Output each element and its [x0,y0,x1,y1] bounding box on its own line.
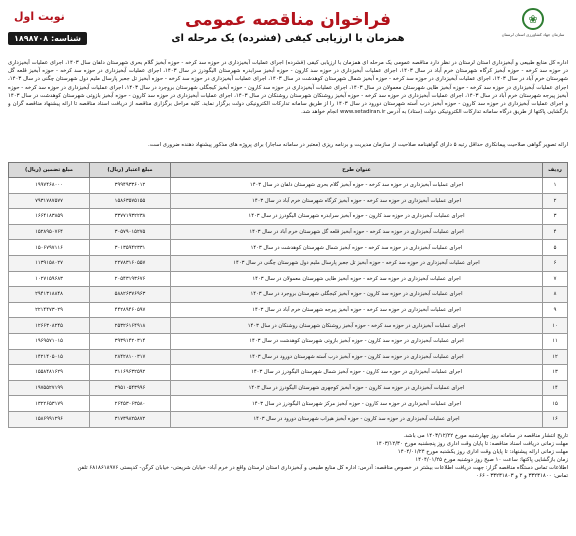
notice-subtitle: همزمان با ارزیابی کیفی (فشرده) یک مرحله ای [171,33,405,44]
project-title: اجرای عملیات آبخیزداری در حوزه سد کرخه - حوزه آبخیز گلام بحری شهرستان دلفان در سال ۱۴۰۳ [171,178,543,194]
table-row [9,255,568,271]
credit-amount: ۲۶۴۵۳۰۶۳۵۸۰ [90,396,171,412]
project-title: اجرای عملیات آبخیزداری در حوزه سد کارون - حوزه آبخیز هیراب شهرستان دورود در سال ۱۴۰۳ [171,411,543,427]
notice-header [8,8,568,56]
table-row [9,209,568,225]
row-number: ۱۳ [543,365,568,381]
guarantee-amount: ۲۲۱۴۴۷۳۰۲۹ [9,302,90,318]
projects-table [8,162,568,428]
project-title: اجرای عملیات آبخیزداری در حوزه سد کارون - حوزه آبخیز کیجگلی شهرستان بروجرد در سال ۱۴۰۳ [171,287,543,303]
guarantee-amount: ۱۳۲۲۶۵۳۱۷۹ [9,396,90,412]
project-title: اجرای عملیات آبخیزداری در حوزه سد کارون - حوزه آبخیز سرابدره شهرستان الیگودرز در سال ۱۴۰۳ [171,209,543,225]
notice-id-badge: شناسه: ۱۸۹۸۷۰۸ [8,32,87,45]
footer-line-opening-date: زمان بازگشایی پاکتها: ساعت ۱۰ صبح روز دوشنبه مورخ ۱۴۰۴/۰۱/۲۵ [415,456,568,463]
table-row [9,333,568,349]
turn-label: نوبت اول [14,10,65,23]
project-title: اجرای عملیات آبخیزداری در حوزه سد کرخه - حوزه آبخیز شمال شهرستان کوهدشت در سال ۱۴۰۳ [171,240,543,256]
project-title: اجرای عملیات آبخیزداری در حوزه سد کرخه - حوزه آبخیز پیرجه شهرستان خرم آباد در سال ۱۴۰۳ [171,302,543,318]
intro-paragraph: اداره کل منابع طبیعی و آبخیزداری استان لرستان در نظر دارد مناقصه عمومی یک مرحله ای همزمان با ارزیابی کیفی (فشرده) اجرای عملیات آبخیزداری در حوزه سد کرخه - حوزه آبخیز گلام بحری شهرستان دلفان سال ۱۴۰۳، اجرای عملیات آبخیزداری در حوزه سد کرخه - حوزه آبخیز کرگاه شهرستان خرم آباد در سال ۱۴۰۳، اجرای عملیات آبخیزداری در حوزه سد کارون - حوزه آبخیز سرابدره شهرستان الیگودرز در سال ۱۴۰۳، اجرای عملیات آبخیزداری در حوزه سد کرخه - حوزه آبخیز قلعه گل شهرستان خرم آباد در سال ۱۴۰۳، اجرای عملیات آبخیزداری در حوزه سد کرخه - حوزه آبخیز شمال شهرستان کوهدشت در سال ۱۴۰۳، اجرای عملیات آبخیزداری در حوزه سد کرخه - حوزه آبخیز تل جعبر پارسال ملیم دول شهرستان چگنی در سال ۱۴۰۳، اجرای عملیات آبخیزداری در حوزه سد کرخه - حوزه آبخیز طایی شهرستان معمولان در سال ۱۴۰۳، اجرای عملیات آبخیزداری در حوزه سد کارون - حوزه آبخیز کیجگلی شهرستان بروجرد در سال ۱۴۰۳، اجرای عملیات آبخیزداری در حوزه سد کرخه - حوزه آبخیز پیرجه شهرستان خرم آباد در سال ۱۴۰۳، اجرای عملیات آبخیزداری در حوزه سد کرخه - حوزه آبخیز روشنکان شهرستان روشنکان در سال ۱۴۰۳، اجرای عملیات آبخیزداری در حوزه سد کارون - حوزه آبخیز بازوتی شهرستان کوهدشت در سال ۱۴۰۳ و اجرای عملیات آبخیزداری در حوزه سد کارون - حوزه آبخیز درب آسته شهرستان دورود در سال ۱۴۰۳ را از طریق سامانه تدارکات الکترونیکی دولت برگزار نماید. کلیه مراحل برگزاری مناقصه از دریافت اسناد مناقصه تا ارائه پیشنهاد مناقصه گران و بازگشایی پاکتها از طریق درگاه سامانه تدارکات الکترونیکی دولت (ستاد) به آدرس www.setadiran.ir انجام خواهد شد. [8,60,568,116]
table-row [9,380,568,396]
project-title: اجرای عملیات آبخیزداری در حوزه سد کرخه - حوزه آبخیز روشنکان شهرستان روشنکان در سال ۱۴۰۳ [171,318,543,334]
table-row [9,302,568,318]
guarantee-amount: ۱۴۲۱۴۰۵۰۱۵ [9,349,90,365]
credit-amount: ۴۴۲۸۹۴۶۰۵۹۷ [90,302,171,318]
credit-amount: ۱۵۸۶۳۵۷۵۱۵۵ [90,193,171,209]
guarantee-amount: ۱۹۹۷۴۶۸۰۰۰ [9,178,90,194]
footer-line-contact: اطلاعات تماس دستگاه مناقصه گزار: جهت دریافت اطلاعات بیشتر در خصوص مناقصه: آدرس: اداره کل منابع طبیعی و آبخیزداری استان لرستان واقع در خرم آباد- خیابان شریعتی- خیابان کرگن- کدپستی ۶۸۱۸۶۱۸۹۷۶ تلفن [77,464,568,471]
notice-title: فراخوان مناقصه عمومی [184,10,392,30]
row-number: ۱۶ [543,411,568,427]
credit-amount: ۲۵۳۲۶۱۶۴۹۱۸ [90,318,171,334]
credit-amount: ۳۰۵۷۹۰۱۵۲۷۵ [90,224,171,240]
table-row [9,271,568,287]
guarantee-amount: ۱۵۵۸۴۸۱۶۲۹ [9,365,90,381]
notice-footer [8,432,568,480]
row-number: ۷ [543,271,568,287]
row-number: ۱۴ [543,380,568,396]
table-row [9,178,568,194]
credit-amount: ۳۹۹۴۹۳۳۶۰۱۲ [90,178,171,194]
tender-notice-page [8,8,568,520]
table-row [9,193,568,209]
row-number: ۹ [543,302,568,318]
footer-line-doc-deadline: مهلت زمانی دریافت اسناد مناقصه: تا پایان وقت اداری روز پنجشنبه مورخ ۱۴۰۳/۱۲/۳۰ [376,440,568,447]
row-number: ۱۵ [543,396,568,412]
footer-line-publish-date: تاریخ انتشار مناقصه در سامانه روز چهارشنبه مورخ ۱۴۰۳/۱۲/۲۲ می باشد. [403,432,568,439]
col-credit-amount: مبلغ اعتبار (ریال) [90,163,171,178]
row-number: ۲ [543,193,568,209]
guarantee-amount: ۱۵۰۶۷۹۷۱۱۶ [9,240,90,256]
guarantee-amount: ۱۵۲۸۹۵۰۷۶۴ [9,224,90,240]
table-row [9,365,568,381]
row-number: ۱۲ [543,349,568,365]
row-number: ۳ [543,209,568,225]
table-header-row [9,163,568,178]
table-row [9,411,568,427]
guarantee-amount: ۱۲۶۶۳۰۸۲۴۵ [9,318,90,334]
footer-line-bid-deadline: مهلت زمانی ارائه پیشنهاد: تا پایان وقت اداری روز یکشنبه مورخ ۱۴۰۴/۰۱/۲۴ [397,448,568,455]
credit-amount: ۲۰۵۴۳۱۹۳۶۷۶ [90,271,171,287]
table-row [9,318,568,334]
credit-amount: ۳۱۱۶۹۶۳۲۵۹۲ [90,365,171,381]
col-guarantee-amount: مبلغ تضمین (ریال) [9,163,90,178]
guarantee-amount: ۱۹۷۵۵۲۷۱۹۹ [9,380,90,396]
guarantee-amount: ۱۹۶۹۵۷۱۰۱۵ [9,333,90,349]
project-title: اجرای عملیات آبخیزداری در حوزه سد کارون - حوزه آبخیز درب آسته شهرستان دورود در سال ۱۴۰۳ [171,349,543,365]
guarantee-amount: ۲۹۴۱۳۱۸۸۴۸ [9,287,90,303]
guarantee-amount: ۱۵۸۶۹۹۱۲۹۶ [9,411,90,427]
credit-amount: ۳۰۱۳۵۹۴۲۳۳۱ [90,240,171,256]
row-number: ۱۱ [543,333,568,349]
project-title: اجرای عملیات آبخیزداری در حوزه سد کارون - حوزه آبخیز شمال شهرستان الیگودرز در سال ۱۴۰۳ [171,365,543,381]
col-project-title: عنوان طرح [171,163,543,178]
project-title: اجرای عملیات آبخیزداری در حوزه سد کارون - حوزه آبخیز مرکز شهرستان الیگودرز در سال ۱۴۰۳ [171,396,543,412]
col-row-number: ردیف [543,163,568,178]
credit-amount: ۲۲۷۸۳۱۶۰۵۵۷ [90,255,171,271]
organization-name: سازمان جهاد کشاورزی استان لرستان [501,32,565,37]
credit-amount: ۳۱۷۳۹۸۲۵۸۷۲ [90,411,171,427]
row-number: ۱۰ [543,318,568,334]
guarantee-amount: ۱۶۶۴۱۸۳۸۵۹ [9,209,90,225]
credit-amount: ۳۹۵۱۰۵۴۳۹۹۶ [90,380,171,396]
project-title: اجرای عملیات آبخیزداری در حوزه سد کرخه - حوزه آبخیز تل جعبر پارسال ملیم دول شهرستان چگنی در سال ۱۴۰۳ [171,255,543,271]
credit-amount: ۲۸۴۲۸۱۰۰۳۱۷ [90,349,171,365]
project-title: اجرای عملیات آبخیزداری در حوزه سد کارون - حوزه آبخیز کوجهری شهرستان الیگودرز در سال ۱۴۰۳ [171,380,543,396]
table-row [9,349,568,365]
project-title: اجرای عملیات آبخیزداری در حوزه سد کرخه - حوزه آبخیز کرگاه شهرستان خرم آباد در سال ۱۴۰۳ [171,193,543,209]
credit-amount: ۳۳۷۷۱۹۳۲۲۳۸ [90,209,171,225]
row-number: ۴ [543,224,568,240]
guarantee-amount: ۱۱۳۹۱۵۸۰۲۷ [9,255,90,271]
jahad-emblem-icon: ❀ [522,8,544,30]
footer-line-phone: تماس: ۳۳۲۳۱۸۰۰ و ۲ و ۳۳۲۳۱۸۰۳ - ۰۶۶ [476,472,568,479]
project-title: اجرای عملیات آبخیزداری در حوزه سد کرخه - حوزه آبخیز طایی شهرستان معمولان در سال ۱۴۰۳ [171,271,543,287]
table-row [9,240,568,256]
qualification-note: ارائه تصویر گواهی صلاحیت پیمانکاری حداقل رتبه ۵ دارای گواهینامه صلاحیت از سازمان مدیریت و برنامه ریزی (معتبر در سامانه ساجار) برای پروژه های مذکور پیشنهاد دهنده ضروری است. [147,142,568,148]
guarantee-amount: ۱۰۲۷۱۵۹۶۸۳ [9,271,90,287]
project-title: اجرای عملیات آبخیزداری در حوزه سد کرخه - حوزه آبخیز قلعه گل شهرستان خرم آباد در سال ۱۴۰۳ [171,224,543,240]
credit-amount: ۵۸۸۲۶۳۷۶۹۶۳ [90,287,171,303]
row-number: ۱ [543,178,568,194]
table-row [9,287,568,303]
credit-amount: ۳۹۳۹۱۴۲۰۳۱۴ [90,333,171,349]
row-number: ۶ [543,255,568,271]
project-title: اجرای عملیات آبخیزداری در حوزه سد کارون - حوزه آبخیز بازوتی شهرستان کوهدشت در سال ۱۴۰۳ [171,333,543,349]
row-number: ۵ [543,240,568,256]
guarantee-amount: ۷۹۳۱۷۸۷۵۷۷ [9,193,90,209]
table-row [9,224,568,240]
row-number: ۸ [543,287,568,303]
table-row [9,396,568,412]
